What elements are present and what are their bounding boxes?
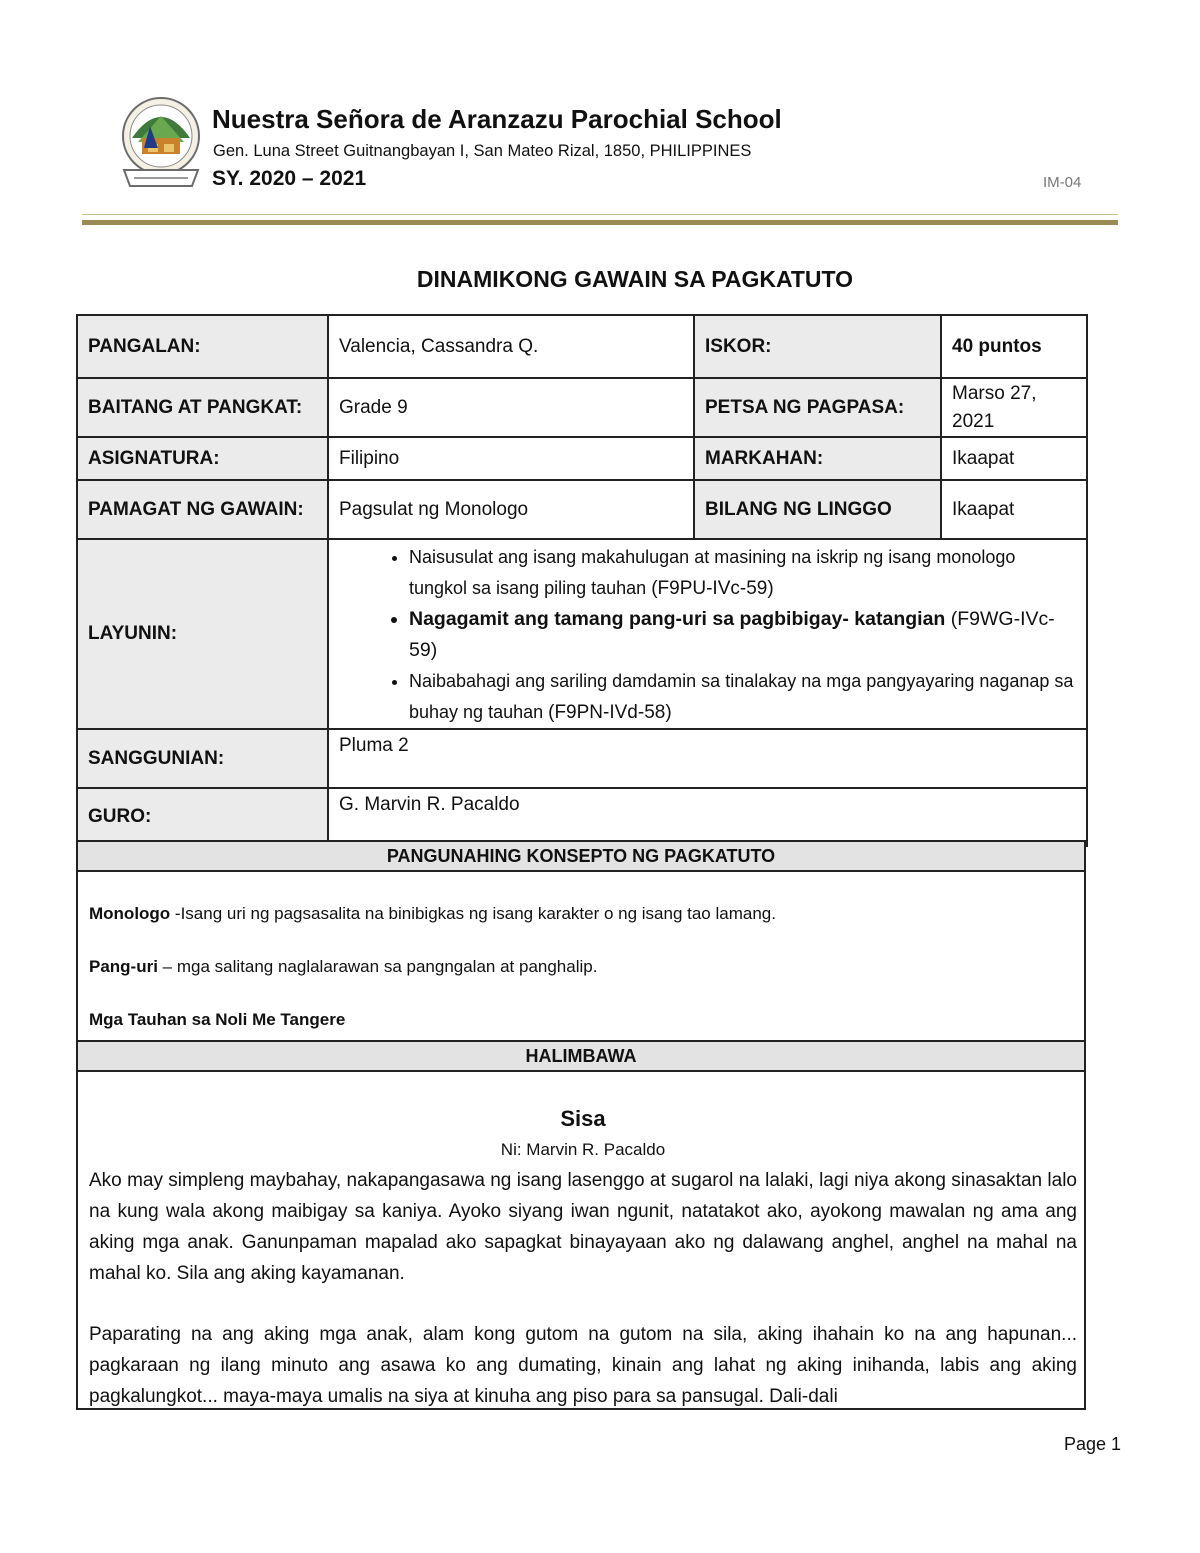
week-label: BILANG NG LINGGO	[694, 480, 941, 539]
monologo-definition: Monologo -Isang uri ng pagsasalita na binibigkas ng isang karakter o ng isang tao lamang.	[89, 904, 776, 923]
table-row	[77, 480, 1087, 539]
concepts-heading: PANGUNAHING KONSEPTO NG PAGKATUTO	[78, 842, 1084, 872]
reference-value: Pluma 2	[328, 729, 1087, 788]
school-address: Gen. Luna Street Guitnangbayan I, San Mateo Rizal, 1850, PHILIPPINES	[213, 142, 752, 160]
monologo-term: Monologo	[89, 904, 171, 923]
objectives-cell	[328, 539, 1087, 729]
name-value: Valencia, Cassandra Q.	[328, 315, 694, 378]
list-item: • Naisusulat ang isang makahulugan at masining na iskrip ng isang monologo tungkol sa isang piling tauhan (F9PU-IVc-59)	[409, 542, 1076, 604]
week-value: Ikaapat	[941, 480, 1087, 539]
school-seal-icon	[120, 96, 202, 192]
example-paragraph-1: Ako may simpleng maybahay, nakapangasawa ng isang lasenggo at sugarol na lalaki, lagi niya akong sinasaktan lalo na kung wala akong maibigay sa kaniya. Ayoko siyang iwan ngunit, natatakot ako, ayokong mawalan ng ama ang aking mga anak. Ganunpaman mapalad ako sapagkat binayayaan ako ng dalawang anghel, anghel na mahal na mahal ko. Sila ang aking kayamanan.	[89, 1170, 1077, 1284]
table-row	[77, 539, 1087, 729]
table-row	[77, 315, 1087, 378]
panguri-term: Pang-uri	[89, 957, 158, 976]
subject-value: Filipino	[328, 437, 694, 480]
date-value: Marso 27, 2021	[941, 378, 1087, 437]
grade-label: BAITANG AT PANGKAT:	[77, 378, 328, 437]
subject-label: ASIGNATURA:	[77, 437, 328, 480]
example-author: Ni: Marvin R. Pacaldo	[500, 1140, 666, 1159]
header-divider-thin	[82, 214, 1118, 215]
school-year: SY. 2020 – 2021	[212, 167, 367, 190]
example-paragraph-2: Paparating na ang aking mga anak, alam kong gutom na gutom na sila, aking ihahain ko na ang hapunan... pagkaraan ng ilang minuto ang asawa ko ang dumating, kinain ang lahat ng aking inihanda, labis ang aking pagkalungkot... maya-maya umalis na siya at kinuha ang piso para sa pansugal. Dali-dali	[89, 1324, 1077, 1407]
score-label: ISKOR:	[694, 315, 941, 378]
info-table	[76, 314, 1088, 847]
score-value: 40 puntos	[941, 315, 1087, 378]
form-code: IM-04	[1043, 174, 1082, 191]
school-logo	[120, 96, 202, 192]
example-title: Sisa	[560, 1106, 606, 1131]
panguri-definition: Pang-uri – mga salitang naglalarawan sa pangngalan at panghalip.	[89, 957, 598, 976]
teacher-label: GURO:	[77, 788, 328, 846]
table-row	[77, 729, 1087, 788]
table-row	[77, 788, 1087, 846]
quarter-value: Ikaapat	[941, 437, 1087, 480]
activity-value: Pagsulat ng Monologo	[328, 480, 694, 539]
example-heading: HALIMBAWA	[78, 1040, 1084, 1072]
grade-value: Grade 9	[328, 378, 694, 437]
list-item: • Nagagamit ang tamang pang-uri sa pagbibigay- katangian (F9WG-IVc-59)	[409, 604, 1076, 666]
table-row	[77, 378, 1087, 437]
activity-label: PAMAGAT NG GAWAIN:	[77, 480, 328, 539]
objectives-label: LAYUNIN:	[77, 539, 328, 729]
objectives-list	[339, 542, 1076, 728]
header-divider	[82, 220, 1118, 225]
page-number: Page 1	[1064, 1434, 1122, 1454]
school-name: Nuestra Señora de Aranzazu Parochial School	[212, 104, 782, 134]
quarter-label: MARKAHAN:	[694, 437, 941, 480]
tauhan-heading: Mga Tauhan sa Noli Me Tangere	[89, 1010, 346, 1029]
teacher-value: G. Marvin R. Pacaldo	[328, 788, 1087, 846]
document-title: DINAMIKONG GAWAIN SA PAGKATUTO	[416, 266, 854, 292]
reference-label: SANGGUNIAN:	[77, 729, 328, 788]
content-box	[76, 840, 1086, 1410]
name-label: PANGALAN:	[77, 315, 328, 378]
table-row	[77, 437, 1087, 480]
date-label: PETSA NG PAGPASA:	[694, 378, 941, 437]
list-item: • Naibabahagi ang sariling damdamin sa tinalakay na mga pangyayaring naganap sa buhay ng tauhan (F9PN-IVd-58)	[409, 666, 1076, 728]
